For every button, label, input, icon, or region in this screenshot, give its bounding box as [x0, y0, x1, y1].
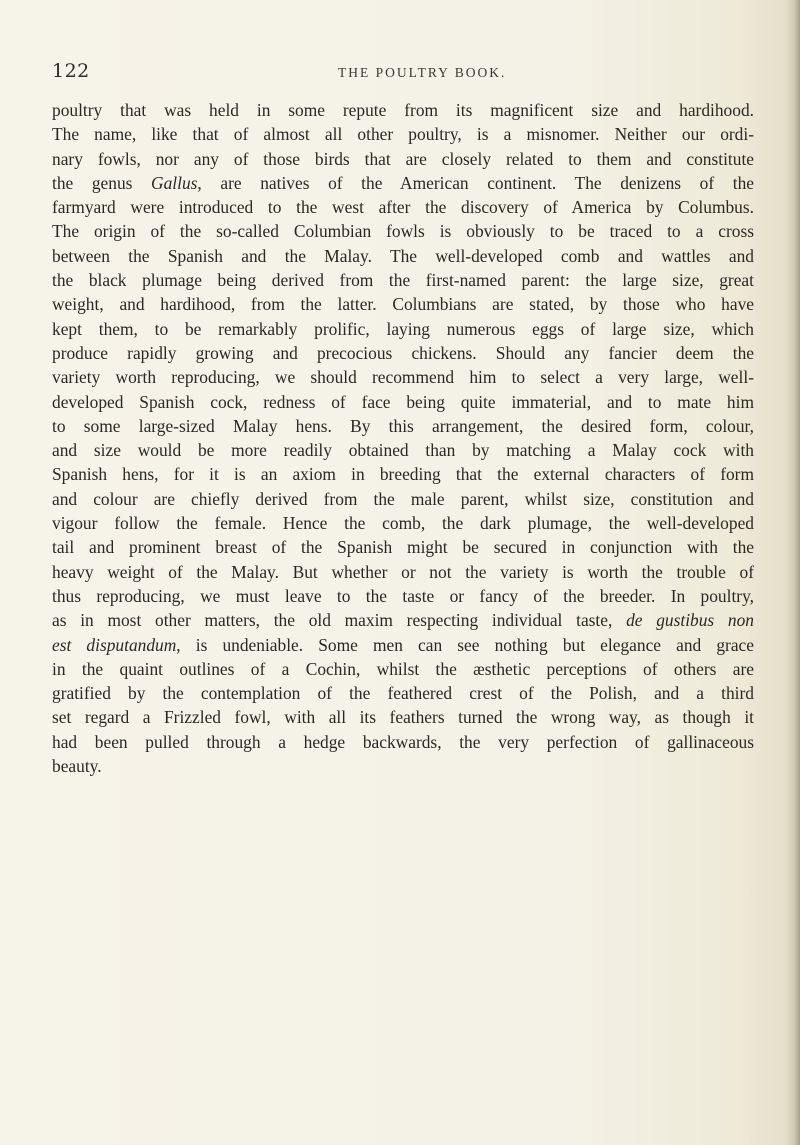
text-line	[52, 365, 754, 389]
text-line	[52, 754, 754, 778]
text-line	[52, 414, 754, 438]
text-line	[52, 511, 754, 535]
text-run: and size would be more readily obtained than by matching a Malay cock with	[52, 440, 754, 461]
text-line	[52, 560, 754, 584]
text-run: kept them, to be remarkably prolific, laying numerous eggs of large size, which	[52, 318, 754, 339]
text-line	[52, 292, 754, 316]
text-line	[52, 657, 754, 681]
text-run: farmyard were introduced to the west after the discovery of America by Columbus.	[52, 197, 754, 218]
italic-phrase: de gustibus non	[626, 610, 754, 631]
text-run: thus reproducing, we must leave to the taste or fancy of the breeder. In poultry,	[52, 585, 754, 606]
text-line	[52, 608, 754, 632]
text-line	[52, 219, 754, 243]
page-edge-shadow	[786, 0, 800, 1145]
text-run: had been pulled through a hedge backwards, the very perfection of gallinaceous	[52, 731, 754, 752]
text-line	[52, 268, 754, 292]
text-run: set regard a Frizzled fowl, with all its feathers turned the wrong way, as though it	[52, 707, 754, 728]
text-run: vigour follow the female. Hence the comb, the dark plumage, the well-developed	[52, 513, 754, 534]
body-paragraph	[52, 98, 754, 778]
text-line	[52, 195, 754, 219]
text-line	[52, 681, 754, 705]
text-run: heavy weight of the Malay. But whether or not the variety is worth the trouble of	[52, 561, 754, 582]
text-run: variety worth reproducing, we should recommend him to select a very large, well-	[52, 367, 754, 388]
text-run: gratified by the contemplation of the feathered crest of the Polish, and a third	[52, 683, 754, 704]
text-line	[52, 390, 754, 414]
text-run: tail and prominent breast of the Spanish might be secured in conjunction with the	[52, 537, 754, 558]
text-line	[52, 487, 754, 511]
italic-phrase: Gallus	[151, 172, 198, 193]
text-line	[52, 462, 754, 486]
text-line	[52, 244, 754, 268]
running-title: THE POULTRY BOOK.	[338, 65, 507, 80]
text-run: developed Spanish cock, redness of face being quite immaterial, and to mate him	[52, 391, 754, 412]
page-number: 122	[52, 60, 90, 82]
text-line	[52, 730, 754, 754]
text-run: and colour are chiefly derived from the male parent, whilst size, constitution and	[52, 488, 754, 509]
text-run: produce rapidly growing and precocious chickens. Should any fancier deem the	[52, 342, 754, 363]
text-run: nary fowls, nor any of those birds that are closely related to them and constitute	[52, 148, 754, 169]
text-run: the black plumage being derived from the first-named parent: the large size, great	[52, 270, 754, 291]
running-head	[0, 60, 800, 90]
text-run: , is undeniable. Some men can see nothing but elegance and grace	[176, 634, 754, 655]
text-run: between the Spanish and the Malay. The well-developed comb and wattles and	[52, 245, 754, 266]
text-line	[52, 633, 754, 657]
text-run: The origin of the so-called Columbian fowls is obviously to be traced to a cross	[52, 221, 754, 242]
text-run: as in most other matters, the old maxim respecting individual taste,	[52, 610, 627, 631]
text-run: the genus	[52, 172, 152, 193]
text-line	[52, 341, 754, 365]
text-line	[52, 705, 754, 729]
text-line	[52, 147, 754, 171]
text-run: to some large-sized Malay hens. By this arrangement, the desired form, colour,	[52, 415, 754, 436]
text-line	[52, 122, 754, 146]
text-run: The name, like that of almost all other poultry, is a misnomer. Neither our ordi-	[52, 124, 754, 145]
italic-phrase: est disputandum	[52, 634, 177, 655]
text-line	[52, 171, 754, 195]
text-run: poultry that was held in some repute from its magnificent size and hardihood.	[52, 100, 754, 120]
text-run: beauty.	[52, 756, 102, 777]
text-line	[52, 584, 754, 608]
text-run: in the quaint outlines of a Cochin, whilst the æsthetic perceptions of others are	[52, 658, 754, 679]
text-run: , are natives of the American continent. The denizens of the	[197, 172, 754, 193]
text-line	[52, 535, 754, 559]
text-line	[52, 98, 754, 122]
text-line	[52, 317, 754, 341]
text-run: Spanish hens, for it is an axiom in breeding that the external characters of form	[52, 464, 754, 485]
text-line	[52, 438, 754, 462]
text-run: weight, and hardihood, from the latter. Columbians are stated, by those who have	[52, 294, 754, 315]
